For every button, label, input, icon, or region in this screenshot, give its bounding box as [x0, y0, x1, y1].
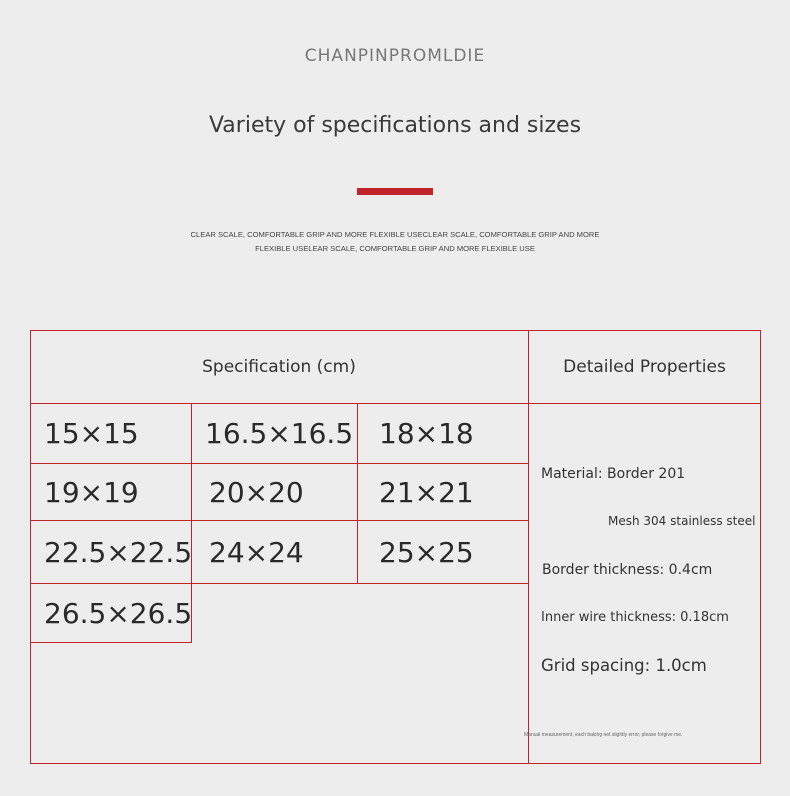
brand-title: CHANPINPROMLDIE	[304, 46, 486, 66]
page-headline: Variety of specifications and sizes	[208, 113, 582, 138]
spec-header: Specification (cm)	[202, 356, 356, 377]
table-divider	[357, 403, 358, 583]
property-mesh: Mesh 304 stainless steel	[608, 514, 756, 528]
property-inner-wire: Inner wire thickness: 0.18cm	[541, 610, 729, 625]
size-cell: 18×18	[379, 417, 474, 450]
description-blurb	[185, 228, 605, 256]
blurb-line-1: CLEAR SCALE, COMFORTABLE GRIP AND MORE FLEXIBLE USECLEAR SCALE, COMFORTABLE GRIP AND MORE	[190, 230, 600, 239]
properties-header: Detailed Properties	[563, 356, 726, 377]
property-material: Material: Border 201	[541, 466, 686, 482]
size-cell: 20×20	[209, 475, 304, 509]
size-cell: 22.5×22.5	[44, 535, 193, 569]
size-cell: 16.5×16.5	[205, 417, 354, 450]
table-divider	[30, 642, 191, 643]
property-border-thickness: Border thickness: 0.4cm	[542, 562, 713, 578]
size-cell: 25×25	[379, 535, 474, 569]
measurement-note: Manual measurement, each baking net slightly error, please forgive me.	[524, 732, 683, 738]
accent-bar	[357, 188, 433, 195]
size-cell: 24×24	[209, 535, 304, 569]
size-cell: 15×15	[44, 417, 139, 450]
size-cell: 19×19	[44, 475, 139, 509]
blurb-line-2: FLEXIBLE USELEAR SCALE, COMFORTABLE GRIP AND MORE FLEXIBLE USE	[255, 244, 535, 253]
size-cell: 21×21	[379, 475, 474, 509]
property-grid-spacing: Grid spacing: 1.0cm	[541, 656, 707, 675]
size-cell: 26.5×26.5	[44, 596, 193, 630]
